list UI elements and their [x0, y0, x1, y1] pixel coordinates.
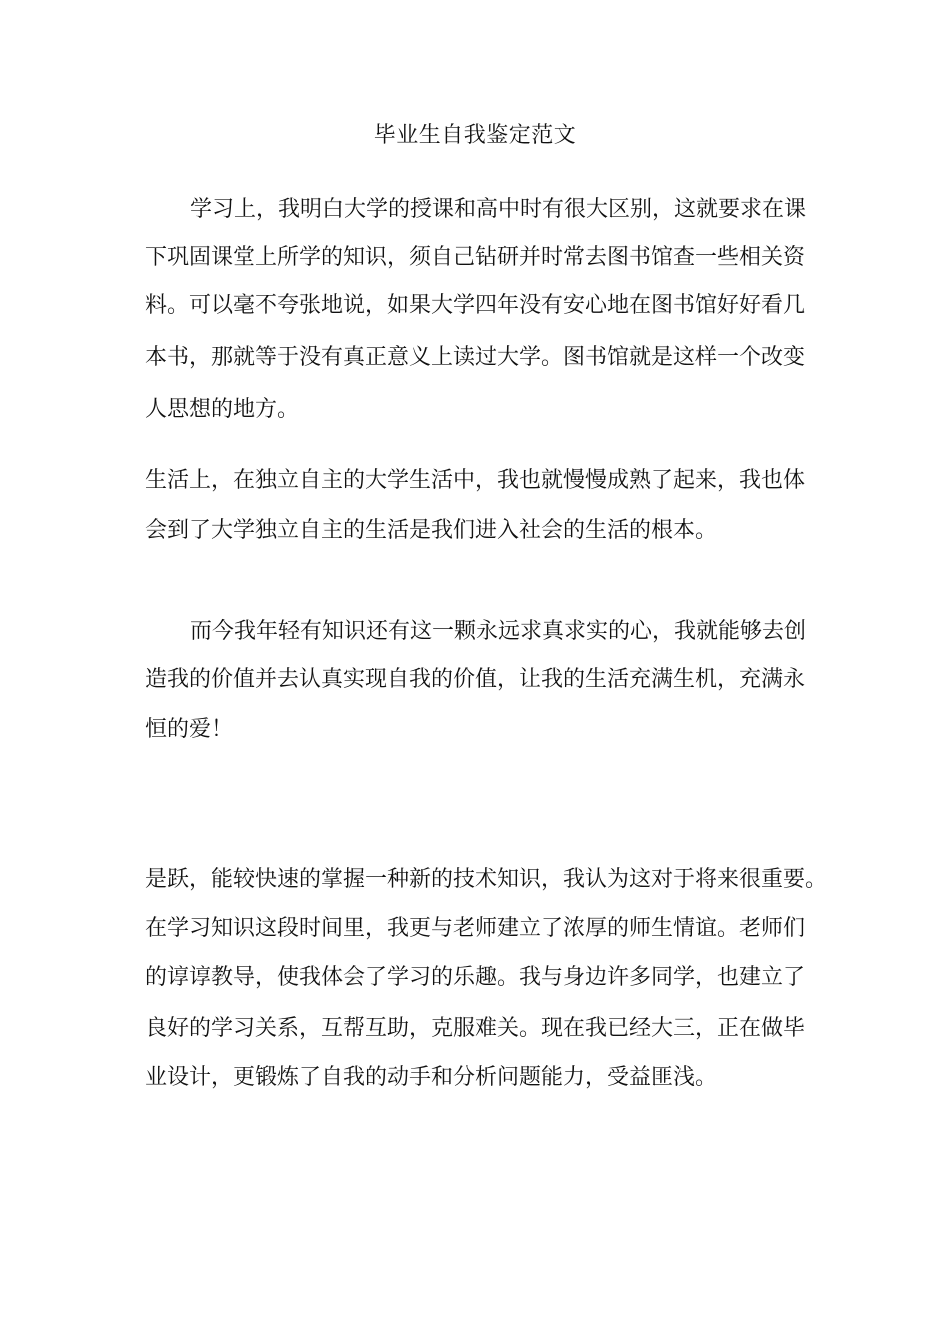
paragraph-4-line-4: 良好的学习关系，互帮互助，克服难关。现在我已经大三，正在做毕 [145, 1016, 806, 1041]
paragraph-3-line-2: 造我的价值并去认真实现自我的价值，让我的生活充满生机，充满永 [145, 667, 806, 692]
paragraph-4-line-2: 在学习知识这段时间里，我更与老师建立了浓厚的师生情谊。老师们 [145, 916, 806, 941]
paragraph-4-line-3: 的谆谆教导，使我体会了学习的乐趣。我与身边许多同学，也建立了 [145, 965, 806, 990]
paragraph-1-line-4: 本书，那就等于没有真正意义上读过大学。图书馆就是这样一个改变 [145, 345, 806, 370]
paragraph-1-line-3: 料。可以毫不夸张地说，如果大学四年没有安心地在图书馆好好看几 [145, 293, 806, 318]
paragraph-3-line-3: 恒的爱！ [145, 717, 234, 742]
paragraph-1-line-5: 人思想的地方。 [145, 397, 300, 422]
paragraph-3-line-1: 而今我年轻有知识还有这一颗永远求真求实的心，我就能够去创 [190, 619, 807, 644]
paragraph-1-line-2: 下巩固课堂上所学的知识，须自己钻研并时常去图书馆查一些相关资 [145, 245, 806, 270]
document-title: 毕业生自我鉴定范文 [373, 123, 577, 148]
paragraph-4-line-5: 业设计，更锻炼了自我的动手和分析问题能力，受益匪浅。 [145, 1065, 718, 1090]
paragraph-4-line-1: 是跃，能较快速的掌握一种新的技术知识，我认为这对于将来很重要。 [145, 867, 828, 892]
paragraph-2-line-2: 会到了大学独立自主的生活是我们进入社会的生活的根本。 [145, 518, 718, 543]
paragraph-2-line-1: 生活上，在独立自主的大学生活中，我也就慢慢成熟了起来，我也体 [145, 468, 806, 493]
paragraph-1-line-1: 学习上，我明白大学的授课和高中时有很大区别，这就要求在课 [190, 197, 807, 222]
